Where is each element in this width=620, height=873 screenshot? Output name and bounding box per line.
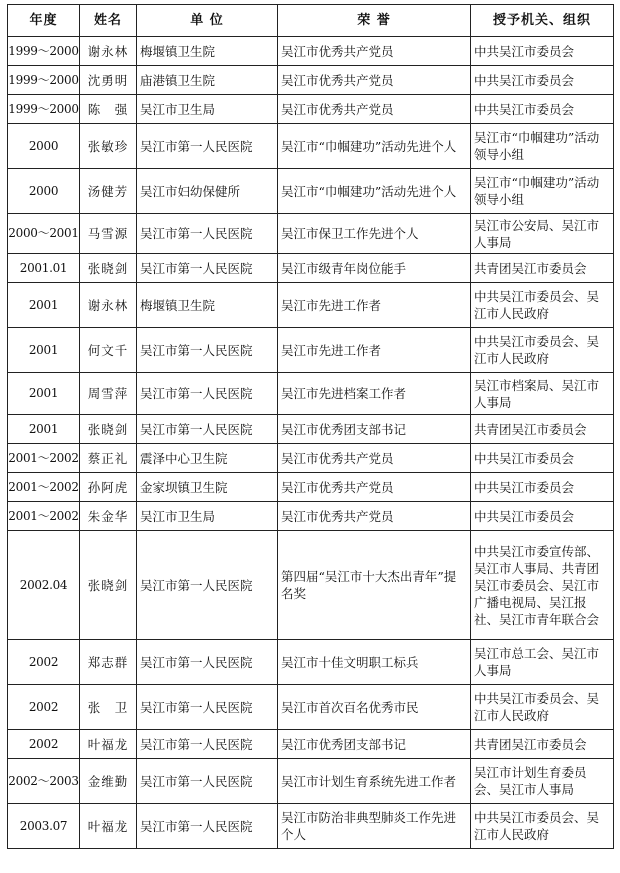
cell-honor: 吴江市先进工作者 [278, 283, 471, 328]
cell-org: 中共吴江市委宣传部、吴江市人事局、共青团吴江市委员会、吴江市广播电视局、吴江报社、吴江市青年联合会 [471, 531, 614, 640]
cell-unit: 吴江市第一人民医院 [137, 531, 278, 640]
cell-org: 共青团吴江市委员会 [471, 254, 614, 283]
cell-year: 2002 [8, 730, 80, 759]
table-row [8, 328, 614, 373]
cell-unit: 吴江市妇幼保健所 [137, 169, 278, 214]
cell-name: 郑志群 [80, 640, 137, 685]
cell-org: 中共吴江市委员会、吴江市人民政府 [471, 685, 614, 730]
cell-honor: 吴江市优秀团支部书记 [278, 730, 471, 759]
table-row [8, 804, 614, 849]
cell-org: 吴江市“巾帼建功”活动领导小组 [471, 169, 614, 214]
table-row [8, 730, 614, 759]
table-row [8, 214, 614, 254]
table-row [8, 37, 614, 66]
cell-name: 张 卫 [80, 685, 137, 730]
table-row [8, 95, 614, 124]
cell-org: 共青团吴江市委员会 [471, 730, 614, 759]
table-row [8, 124, 614, 169]
cell-name: 孙阿虎 [80, 473, 137, 502]
cell-year: 2001 [8, 415, 80, 444]
table-row [8, 640, 614, 685]
table-row [8, 66, 614, 95]
cell-honor: 吴江市优秀共产党员 [278, 66, 471, 95]
cell-org: 中共吴江市委员会 [471, 37, 614, 66]
cell-year: 2002 [8, 685, 80, 730]
cell-honor: 吴江市优秀共产党员 [278, 444, 471, 473]
cell-year: 2001～2002 [8, 444, 80, 473]
cell-year: 1999～2000 [8, 66, 80, 95]
cell-unit: 吴江市第一人民医院 [137, 124, 278, 169]
cell-year: 2001 [8, 328, 80, 373]
table-row [8, 685, 614, 730]
cell-name: 陈 强 [80, 95, 137, 124]
table-row [8, 254, 614, 283]
cell-name: 何文千 [80, 328, 137, 373]
header-unit: 单 位 [137, 5, 278, 37]
cell-name: 沈勇明 [80, 66, 137, 95]
cell-org: 吴江市“巾帼建功”活动领导小组 [471, 124, 614, 169]
cell-name: 蔡正礼 [80, 444, 137, 473]
cell-honor: 吴江市优秀共产党员 [278, 37, 471, 66]
cell-unit: 吴江市第一人民医院 [137, 328, 278, 373]
cell-unit: 金家坝镇卫生院 [137, 473, 278, 502]
cell-org: 中共吴江市委员会 [471, 502, 614, 531]
cell-org: 中共吴江市委员会 [471, 473, 614, 502]
cell-honor: 吴江市优秀共产党员 [278, 502, 471, 531]
cell-name: 叶福龙 [80, 804, 137, 849]
table-row [8, 759, 614, 804]
cell-org: 中共吴江市委员会、吴江市人民政府 [471, 804, 614, 849]
cell-unit: 吴江市第一人民医院 [137, 804, 278, 849]
cell-year: 2000 [8, 124, 80, 169]
cell-name: 金维勤 [80, 759, 137, 804]
cell-year: 2001～2002 [8, 473, 80, 502]
cell-honor: 吴江市保卫工作先进个人 [278, 214, 471, 254]
cell-unit: 吴江市卫生局 [137, 502, 278, 531]
cell-org: 中共吴江市委员会 [471, 95, 614, 124]
cell-name: 张晓剑 [80, 254, 137, 283]
cell-honor: 吴江市十佳文明职工标兵 [278, 640, 471, 685]
cell-name: 谢永林 [80, 283, 137, 328]
cell-unit: 庙港镇卫生院 [137, 66, 278, 95]
cell-unit: 吴江市第一人民医院 [137, 730, 278, 759]
cell-org: 中共吴江市委员会 [471, 444, 614, 473]
cell-org: 吴江市档案局、吴江市人事局 [471, 373, 614, 415]
cell-honor: 吴江市先进工作者 [278, 328, 471, 373]
cell-honor: 吴江市防治非典型肺炎工作先进个人 [278, 804, 471, 849]
cell-name: 谢永林 [80, 37, 137, 66]
table-row [8, 415, 614, 444]
cell-name: 汤健芳 [80, 169, 137, 214]
cell-honor: 第四届“吴江市十大杰出青年”提名奖 [278, 531, 471, 640]
cell-unit: 震泽中心卫生院 [137, 444, 278, 473]
table-row [8, 283, 614, 328]
cell-year: 2000～2001 [8, 214, 80, 254]
header-honor: 荣 誉 [278, 5, 471, 37]
cell-honor: 吴江市优秀共产党员 [278, 473, 471, 502]
cell-year: 2001 [8, 283, 80, 328]
cell-honor: 吴江市计划生育系统先进工作者 [278, 759, 471, 804]
cell-honor: 吴江市优秀共产党员 [278, 95, 471, 124]
cell-year: 1999～2000 [8, 95, 80, 124]
cell-unit: 吴江市第一人民医院 [137, 759, 278, 804]
table-row [8, 373, 614, 415]
header-org: 授予机关、组织 [471, 5, 614, 37]
cell-unit: 吴江市第一人民医院 [137, 640, 278, 685]
cell-unit: 梅堰镇卫生院 [137, 37, 278, 66]
cell-honor: 吴江市先进档案工作者 [278, 373, 471, 415]
cell-honor: 吴江市“巾帼建功”活动先进个人 [278, 169, 471, 214]
cell-honor: 吴江市优秀团支部书记 [278, 415, 471, 444]
cell-name: 马雪源 [80, 214, 137, 254]
cell-honor: 吴江市“巾帼建功”活动先进个人 [278, 124, 471, 169]
cell-unit: 吴江市卫生局 [137, 95, 278, 124]
cell-name: 张晓剑 [80, 415, 137, 444]
cell-unit: 吴江市第一人民医院 [137, 415, 278, 444]
cell-org: 中共吴江市委员会、吴江市人民政府 [471, 328, 614, 373]
cell-honor: 吴江市首次百名优秀市民 [278, 685, 471, 730]
cell-org: 吴江市公安局、吴江市人事局 [471, 214, 614, 254]
cell-name: 朱金华 [80, 502, 137, 531]
cell-year: 2002 [8, 640, 80, 685]
cell-org: 吴江市计划生育委员会、吴江市人事局 [471, 759, 614, 804]
table-row [8, 169, 614, 214]
cell-unit: 吴江市第一人民医院 [137, 685, 278, 730]
table-row [8, 444, 614, 473]
cell-year: 2001 [8, 373, 80, 415]
table-row [8, 531, 614, 640]
honors-table [7, 4, 614, 849]
cell-name: 周雪萍 [80, 373, 137, 415]
cell-year: 2002.04 [8, 531, 80, 640]
cell-year: 2003.07 [8, 804, 80, 849]
cell-year: 1999～2000 [8, 37, 80, 66]
table-row [8, 473, 614, 502]
header-year: 年度 [8, 5, 80, 37]
cell-org: 共青团吴江市委员会 [471, 415, 614, 444]
cell-name: 张晓剑 [80, 531, 137, 640]
cell-org: 中共吴江市委员会 [471, 66, 614, 95]
header-row [8, 5, 614, 37]
cell-unit: 吴江市第一人民医院 [137, 214, 278, 254]
cell-name: 叶福龙 [80, 730, 137, 759]
cell-year: 2000 [8, 169, 80, 214]
table-header [8, 5, 614, 37]
cell-unit: 吴江市第一人民医院 [137, 373, 278, 415]
table-row [8, 502, 614, 531]
cell-year: 2001.01 [8, 254, 80, 283]
cell-org: 吴江市总工会、吴江市人事局 [471, 640, 614, 685]
header-name: 姓名 [80, 5, 137, 37]
cell-unit: 吴江市第一人民医院 [137, 254, 278, 283]
cell-year: 2002～2003 [8, 759, 80, 804]
cell-name: 张敏珍 [80, 124, 137, 169]
cell-org: 中共吴江市委员会、吴江市人民政府 [471, 283, 614, 328]
cell-unit: 梅堰镇卫生院 [137, 283, 278, 328]
cell-honor: 吴江市级青年岗位能手 [278, 254, 471, 283]
table-body [8, 37, 614, 849]
cell-year: 2001～2002 [8, 502, 80, 531]
